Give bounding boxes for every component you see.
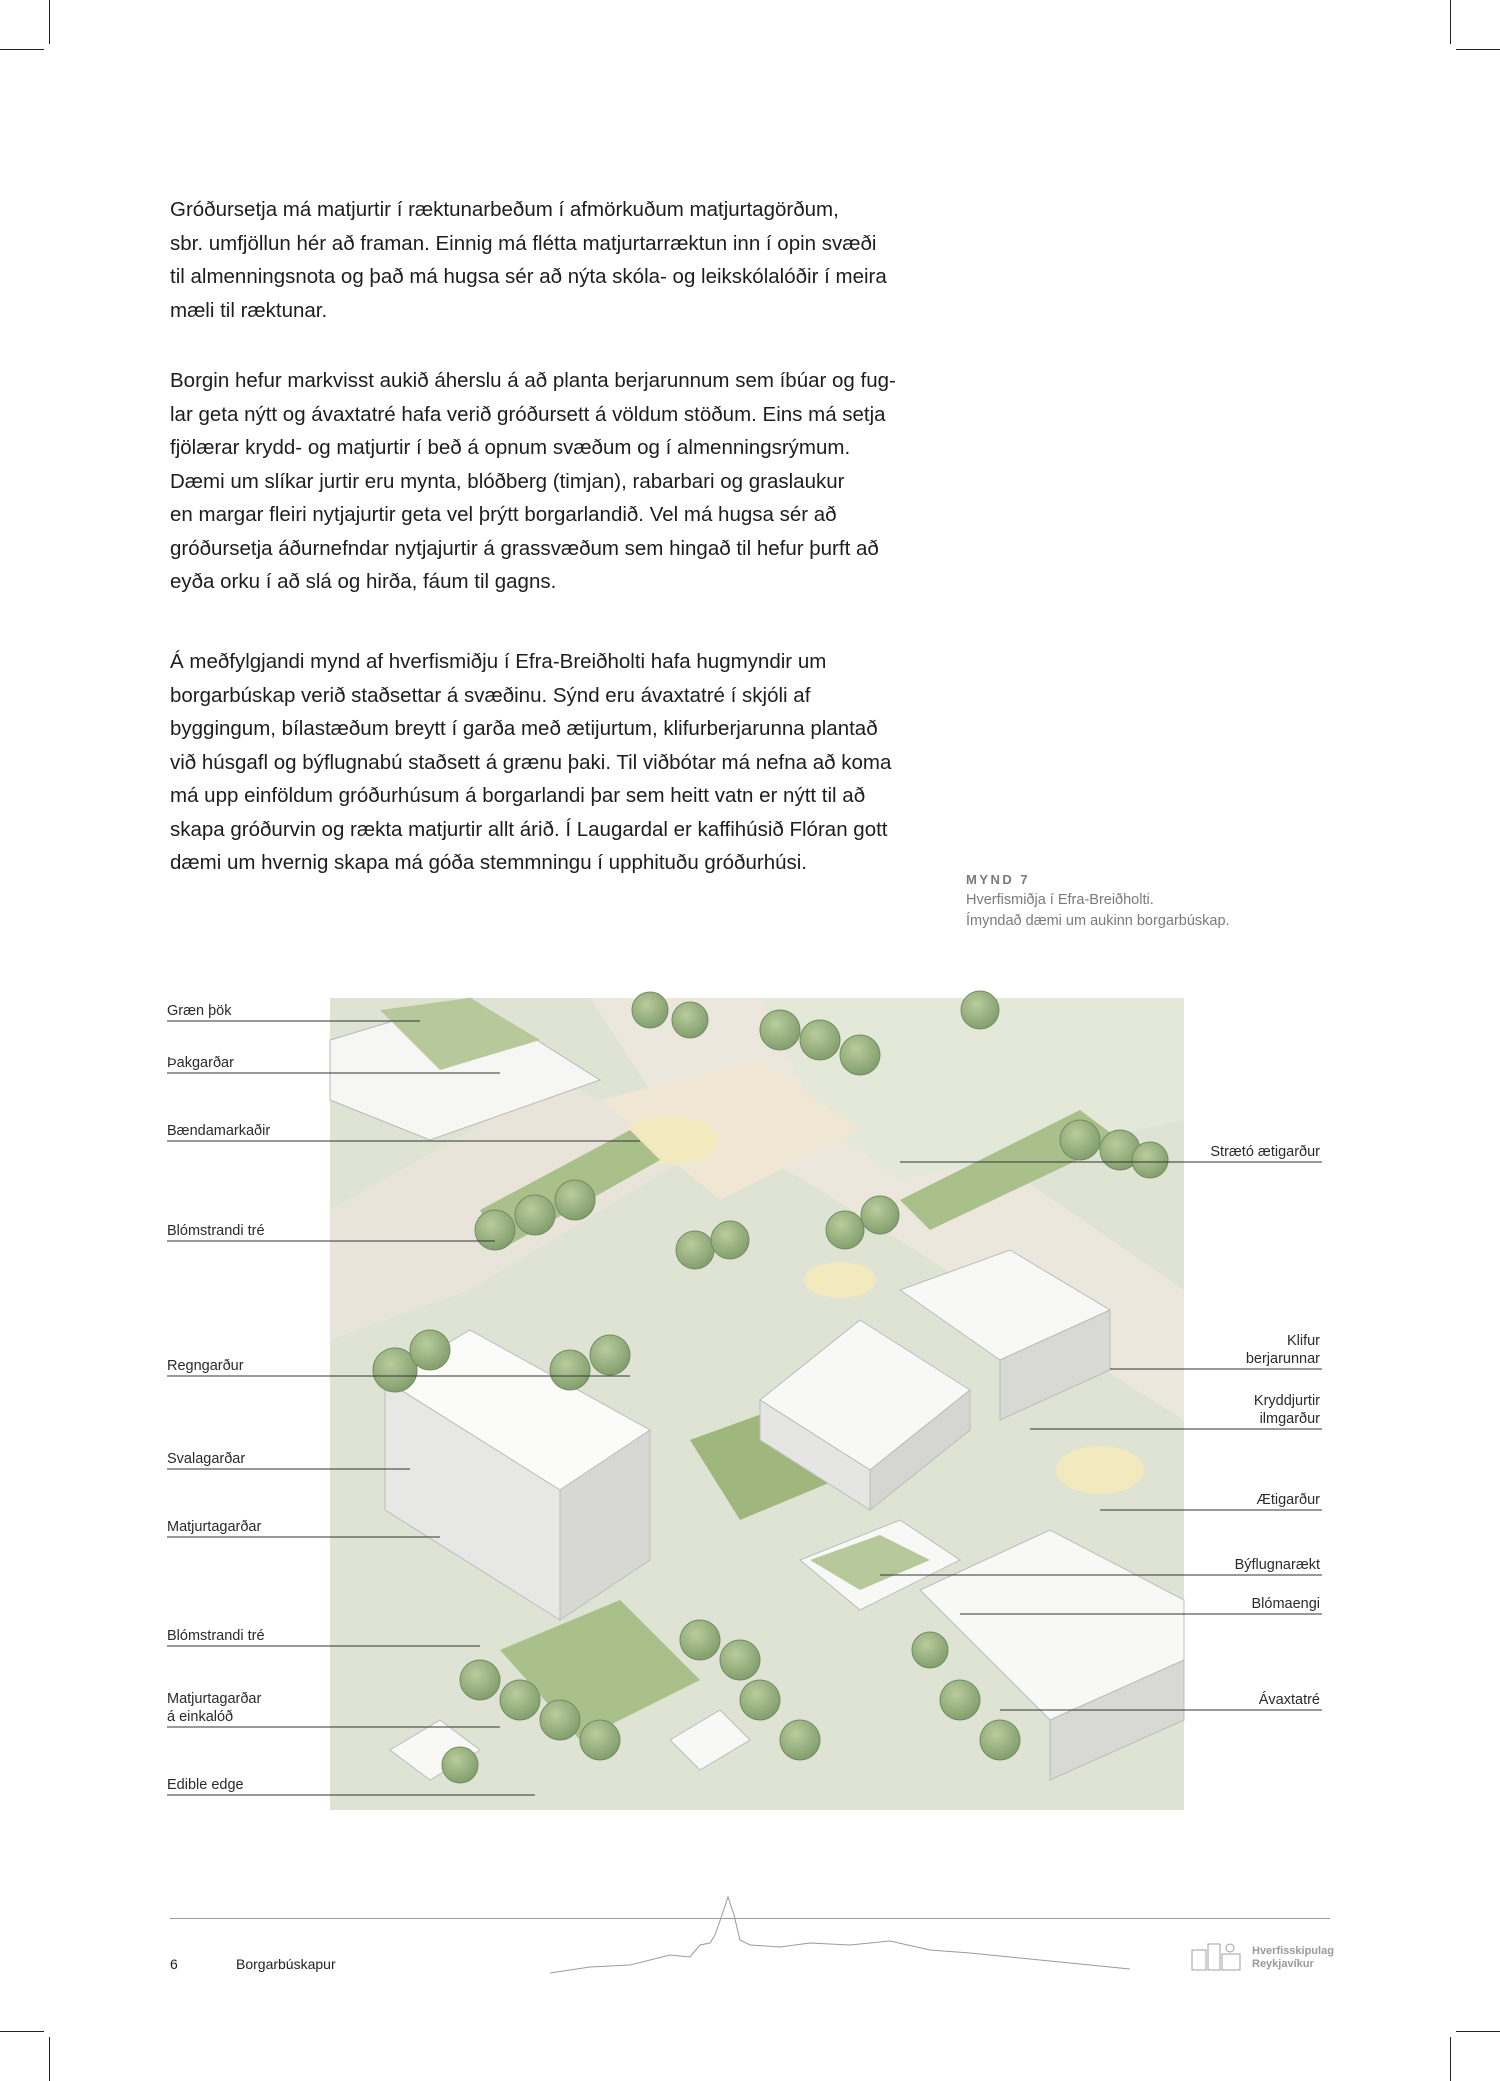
- label-avaxtatre: Ávaxtatré: [1258, 1692, 1320, 1708]
- text-line: skapa gróðurvin og rækta matjurtir allt árið. Í Laugardal er kaffihúsið Flóran gott: [170, 817, 888, 841]
- text-line: fjölærar krydd- og matjurtir í beð á opnum svæðum og í almenningsrýmum.: [170, 436, 851, 459]
- text-line: lar geta nýtt og ávaxtatré hafa verið gróðursett á völdum stöðum. Eins má setja: [170, 402, 886, 426]
- crop-mark: [1456, 2031, 1500, 2032]
- text-line: við húsgafl og býflugnabú staðsett á grænu þaki. Til viðbótar má nefna að koma: [170, 750, 892, 774]
- text-line: má upp einföldum gróðurhúsum á borgarlandi þar sem heitt vatn er nýtt til að: [170, 784, 866, 807]
- text-line: sbr. umfjöllun hér að framan. Einnig má flétta matjurtarræktun inn í opin svæði: [170, 231, 877, 255]
- page-number: 6: [170, 1956, 178, 1972]
- figure-caption-line: Ímyndað dæmi um aukinn borgarbúskap.: [966, 913, 1230, 929]
- crop-mark: [0, 2031, 44, 2032]
- label-regngardur: Regngarður: [167, 1358, 244, 1374]
- crop-mark: [1450, 2037, 1451, 2081]
- aerial-illustration: [0, 990, 1500, 1820]
- label-blomaengi: Blómaengi: [1251, 1596, 1320, 1612]
- body-paragraph-3: [170, 645, 950, 880]
- label-thakgardar: Þakgarðar: [167, 1055, 234, 1071]
- crop-mark: [0, 49, 44, 50]
- label-kryddjurtir-ilmgardur: ilmgarður: [1259, 1411, 1320, 1427]
- text-line: til almenningsnota og það má hugsa sér að nýta skóla- og leikskólalóðir í meira: [170, 265, 887, 288]
- body-paragraph-1: [170, 193, 950, 327]
- label-matjurtagardar: Matjurtagarðar: [167, 1519, 262, 1535]
- skyline-drawing: [550, 1895, 1130, 1975]
- text-line: borgarbúskap verið staðsettar á svæðinu. Sýnd eru ávaxtatré í skjóli af: [170, 683, 811, 707]
- figure-caption: [966, 869, 1230, 932]
- label-straeto-aetigardur: Strætó ætigarður: [1210, 1144, 1320, 1160]
- plaza-circle: [804, 1262, 876, 1298]
- text-line: eyða orku í að slá og hirða, fáum til gagns.: [170, 570, 557, 593]
- text-line: en margar fleiri nytjajurtir geta vel þrýtt borgarlandið. Vel má hugsa sér að: [170, 503, 837, 526]
- label-klifur-berjarunnar: Klifur: [1286, 1333, 1320, 1349]
- label-baendamarkadir: Bændamarkaðir: [167, 1123, 271, 1139]
- plaza-circle: [1056, 1446, 1144, 1494]
- label-edible-edge: Edible edge: [167, 1777, 244, 1793]
- text-line: byggingum, bílastæðum breytt í garða með ætijurtum, klifurberjarunna plantað: [170, 717, 878, 740]
- logo-icon: [1190, 1940, 1246, 1974]
- crop-mark: [49, 2037, 50, 2081]
- crop-mark: [1450, 0, 1451, 44]
- document-title: Borgarbúskapur: [236, 1956, 336, 1972]
- label-blomstrandi-tre-2: Blómstrandi tré: [167, 1628, 265, 1644]
- label-matjurtagardar-einkalod: Matjurtagarðar: [167, 1691, 262, 1707]
- text-line: Á meðfylgjandi mynd af hverfismiðju í Efra-Breiðholti hafa hugmyndir um: [170, 650, 827, 673]
- logo-line: Reykjavíkur: [1252, 1958, 1314, 1970]
- label-graen-thok: Græn þök: [167, 1003, 232, 1019]
- label-blomstrandi-tre-1: Blómstrandi tré: [167, 1223, 265, 1239]
- label-kryddjurtir-ilmgardur: Kryddjurtir: [1253, 1393, 1320, 1409]
- figure-caption-line: Hverfismiðja í Efra-Breiðholti.: [966, 892, 1154, 908]
- text-line: dæmi um hvernig skapa má góða stemmningu í upphituðu gróðurhúsi.: [170, 851, 807, 874]
- text-line: gróðursetja áðurnefndar nytjajurtir á grassvæðum sem hingað til hefur þurft að: [170, 536, 879, 560]
- label-klifur-berjarunnar: berjarunnar: [1245, 1351, 1320, 1367]
- crop-mark: [49, 0, 50, 44]
- text-line: Dæmi um slíkar jurtir eru mynta, blóðberg (timjan), rabarbari og graslaukur: [170, 469, 845, 493]
- label-byflugnaraekt: Býflugnarækt: [1234, 1557, 1320, 1573]
- figure-caption-title: MYND 7: [966, 872, 1031, 887]
- logo-text: [1252, 1945, 1334, 1971]
- body-paragraph-2: [170, 364, 950, 599]
- label-matjurtagardar-einkalod: á einkalóð: [167, 1709, 234, 1725]
- text-line: Borgin hefur markvisst aukið áherslu á að planta berjarunnum sem íbúar og fug-: [170, 369, 896, 392]
- text-line: Gróðursetja má matjurtir í ræktunarbeðum í afmörkuðum matjurtagörðum,: [170, 198, 839, 221]
- logo-line: Hverfisskipulag: [1252, 1945, 1334, 1957]
- label-aetigardur: Ætigarður: [1256, 1492, 1320, 1508]
- crop-mark: [1456, 49, 1500, 50]
- text-line: mæli til ræktunar.: [170, 298, 328, 322]
- label-svalagardar: Svalagarðar: [167, 1451, 246, 1467]
